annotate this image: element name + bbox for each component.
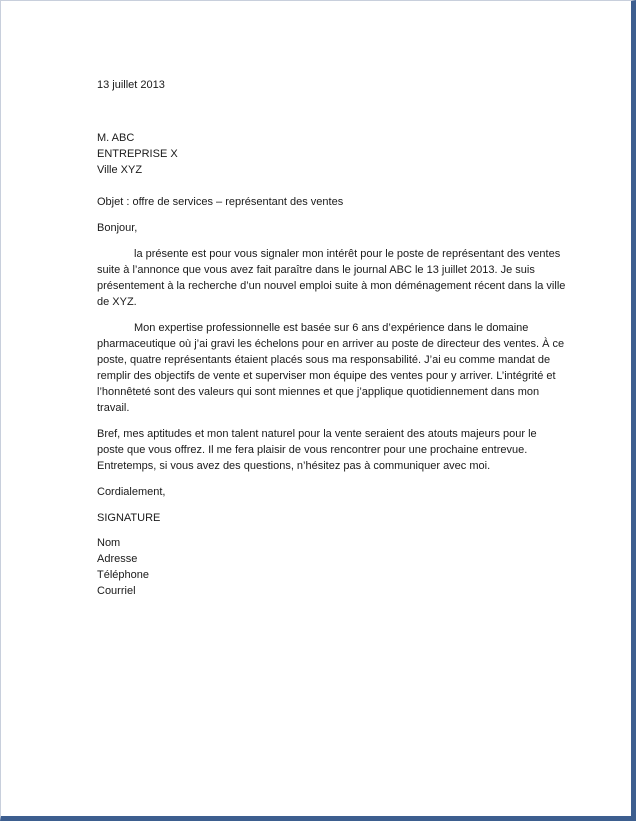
paragraph2-line: Mon expertise professionnelle est basée sur 6 ans d’expérience dans le domaine	[134, 322, 529, 334]
paragraph2-line: poste, quatre représentants étaient placés sous ma responsabilité. J’ai eu comme mandat de	[97, 354, 551, 366]
greeting: Bonjour,	[97, 222, 138, 234]
sender-phone: Téléphone	[97, 569, 149, 581]
paragraph2-line: remplir des objectifs de vente et superviser mon équipe des ventes pour y arriver. L’intégrité et	[97, 370, 556, 382]
paragraph2-line: l’honnêteté sont des valeurs qui sont miennes et que j’applique quotidiennement dans mon	[97, 386, 540, 398]
sender-name: Nom	[97, 537, 121, 549]
paragraph2-line: pharmaceutique où j’ai gravi les échelons pour en arriver au poste de directeur des ventes. À ce	[97, 338, 565, 350]
paragraph2-line: travail.	[97, 402, 130, 414]
recipient-city: Ville XYZ	[97, 164, 143, 176]
paragraph3-line: poste que vous offrez. Il me fera plaisir de vous rencontrer pour une prochaine entrevue.	[97, 444, 528, 456]
recipient-name: M. ABC	[97, 132, 135, 144]
letter-date: 13 juillet 2013	[97, 79, 165, 91]
signature: SIGNATURE	[97, 512, 161, 524]
paragraph1-line: la présente est pour vous signaler mon intérêt pour le poste de représentant des ventes	[134, 248, 561, 260]
closing: Cordialement,	[97, 486, 166, 498]
paragraph3-line: Bref, mes aptitudes et mon talent naturel pour la vente seraient des atouts majeurs pour le	[97, 428, 537, 440]
paragraph1-line: de XYZ.	[97, 296, 137, 308]
sender-address: Adresse	[97, 553, 138, 565]
letter-subject: Objet : offre de services – représentant des ventes	[97, 196, 344, 208]
recipient-company: ENTREPRISE X	[97, 148, 178, 160]
paragraph1-line: présentement à la recherche d’un nouvel emploi suite à mon déménagement récent dans la ville	[97, 280, 566, 292]
paragraph1-line: suite à l’annonce que vous avez fait paraître dans le journal ABC le 13 juillet 2013. Je suis	[97, 264, 535, 276]
sender-email: Courriel	[97, 585, 136, 597]
paragraph3-line: Entretemps, si vous avez des questions, n’hésitez pas à communiquer avec moi.	[97, 460, 491, 472]
